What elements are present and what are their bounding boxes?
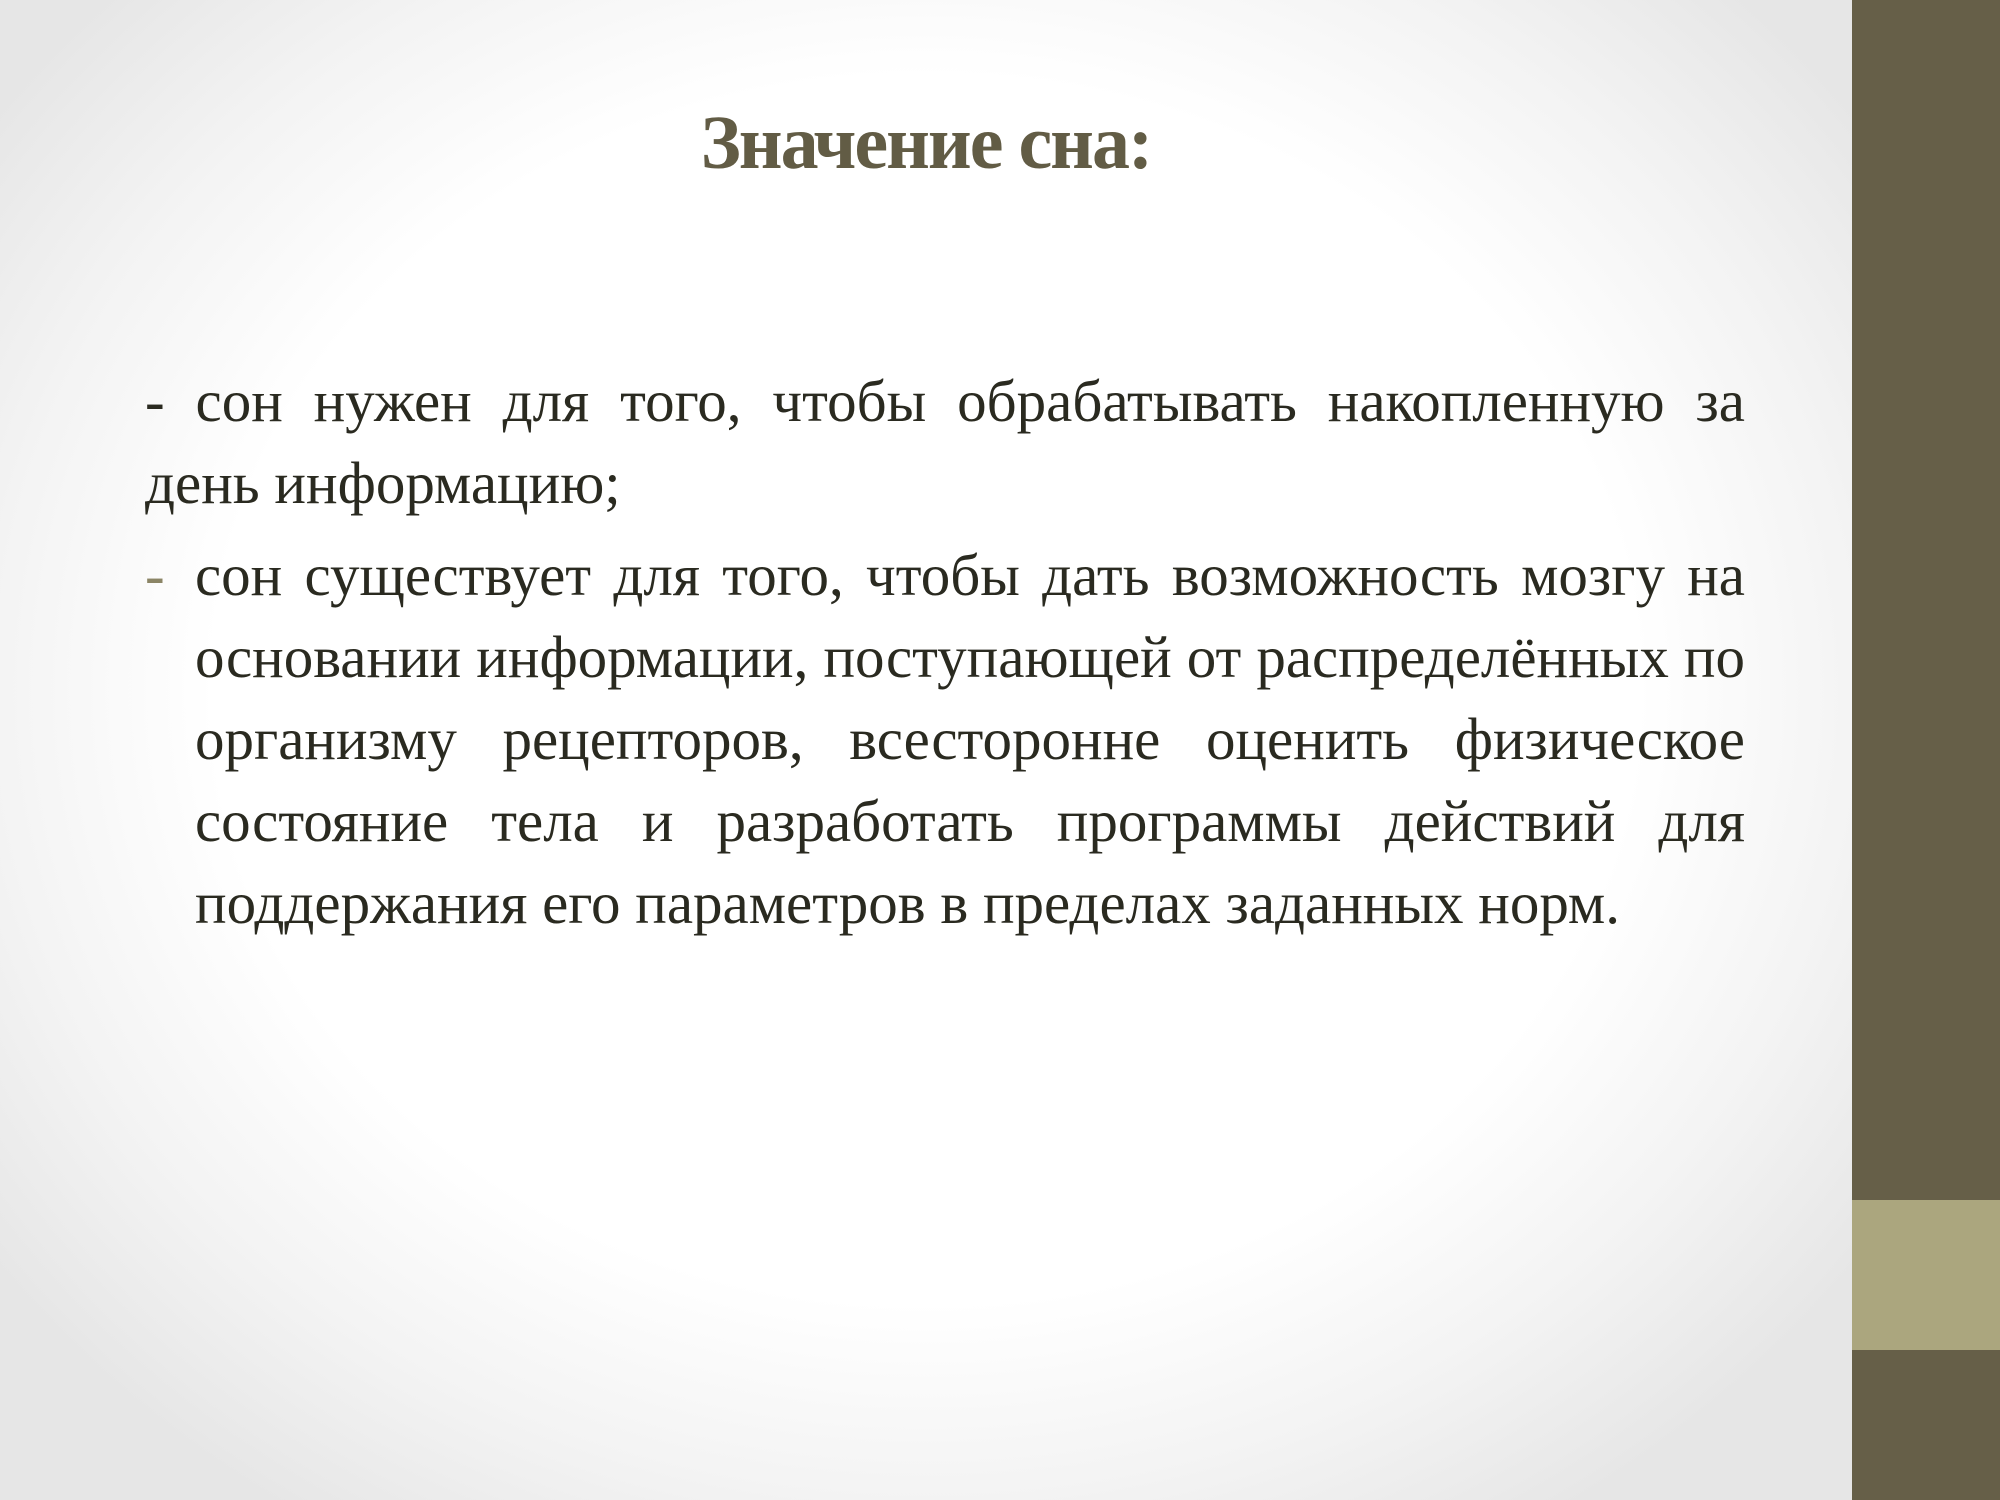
paragraph-1: - сон нужен для того, чтобы обрабатывать накопленную за день информацию; (145, 368, 1745, 516)
slide-body (145, 360, 1745, 944)
bullet-item-1 (145, 534, 1745, 944)
bullet-item-text: сон существует для того, чтобы дать возможность мозгу на основании информации, поступающей от распределённых по организму рецепторов, всесторонне оценить физическое состояние тела и разработать программы действий для поддержания его параметров в пределах заданных норм. (195, 542, 1745, 936)
side-decor-accent (1852, 1200, 2000, 1350)
slide-title: Значение сна: (700, 101, 1152, 185)
bullet-dash: - (145, 542, 165, 608)
